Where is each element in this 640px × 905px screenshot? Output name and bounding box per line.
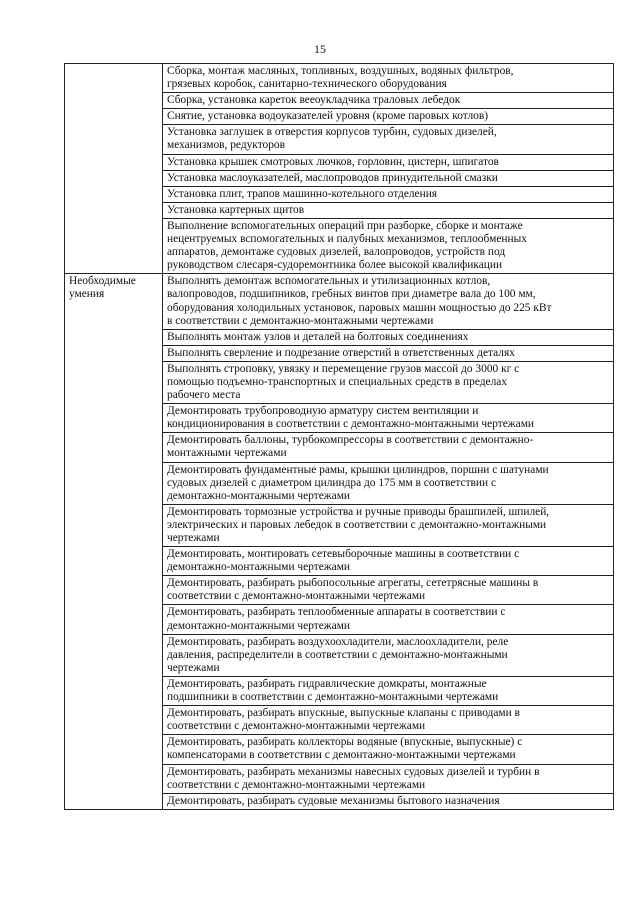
table-cell-text: Демонтировать, разбирать воздухоохладители, маслоохладители, реле давления, распределители в соответствии с демонтажно-монтажными чертежами	[163, 634, 614, 676]
table-cell-text: Демонтировать, монтировать сетевыборочные машины в соответствии с демонтажно-монтажными чертежами	[163, 547, 614, 576]
table-cell-text: Выполнять сверление и подрезание отверстий в ответственных деталях	[163, 345, 614, 361]
table-cell-text: Демонтировать, разбирать рыбопосольные агрегаты, сететрясные машины в соответствии с демонтажно-монтажными чертежами	[163, 576, 614, 605]
table-cell-text: Демонтировать, разбирать теплообменные аппараты в соответствии с демонтажно-монтажными чертежами	[163, 605, 614, 634]
table-cell-text: Выполнять строповку, увязку и перемещение грузов массой до 3000 кг с помощью подъемно-транспортных и специальных средств в пределах рабочего места	[163, 361, 614, 403]
table-cell-text: Демонтировать, разбирать механизмы навесных судовых дизелей и турбин в соответствии с демонтажно-монтажными чертежами	[163, 764, 614, 793]
table-cell-text: Демонтировать трубопроводную арматуру систем вентиляции и кондиционирования в соответствии с демонтажно-монтажными чертежами	[163, 404, 614, 433]
table-cell-text: Установка маслоуказателей, маслопроводов принудительной смазки	[163, 170, 614, 186]
section-label-skills: Необходимые умения	[65, 274, 163, 809]
table-cell-text: Демонтировать, разбирать коллекторы водяные (впускные, выпускные) с компенсаторами в соответствии с демонтажно-монтажными чертежами	[163, 735, 614, 764]
table-cell-text: Снятие, установка водоуказателей уровня (кроме паровых котлов)	[163, 109, 614, 125]
section-label-empty	[65, 64, 163, 274]
table-cell-text: Демонтировать баллоны, турбокомпрессоры в соответствии с демонтажно- монтажными чертежами	[163, 433, 614, 462]
table-cell-text: Установка плит, трапов машинно-котельного отделения	[163, 186, 614, 202]
table-cell-text: Сборка, монтаж масляных, топливных, воздушных, водяных фильтров, грязевых коробок, санитарно-технического оборудования	[163, 64, 614, 93]
table-cell-text: Демонтировать, разбирать впускные, выпускные клапаны с приводами в соответствии с демонтажно-монтажными чертежами	[163, 706, 614, 735]
table-row	[65, 64, 614, 93]
table-row	[65, 274, 614, 329]
table-cell-text: Установка заглушек в отверстия корпусов турбин, судовых дизелей, механизмов, редукторов	[163, 125, 614, 154]
table-cell-text: Сборка, установка кареток вееоукладчика траловых лебедок	[163, 93, 614, 109]
requirements-table-body	[65, 64, 614, 810]
page-number: 15	[314, 42, 326, 56]
table-cell-text: Демонтировать, разбирать гидравлические домкраты, монтажные подшипники в соответствии с демонтажно-монтажными чертежами	[163, 676, 614, 705]
table-cell-text: Демонтировать, разбирать судовые механизмы бытового назначения	[163, 793, 614, 809]
requirements-table	[64, 63, 614, 810]
table-cell-text: Демонтировать тормозные устройства и ручные приводы брашпилей, шпилей, электрических и паровых лебедок в соответствии с демонтажно-монтажными чертежами	[163, 504, 614, 546]
table-cell-text: Установка картерных щитов	[163, 202, 614, 218]
table-cell-text: Выполнять демонтаж вспомогательных и утилизационных котлов, валопроводов, подшипников, гребных винтов при диаметре вала до 100 мм, оборудования холодильных установок, паровых машин мощностью до 225 кВт в соответствии с демонтажно-монтажными чертежами	[163, 274, 614, 329]
table-cell-text: Установка крышек смотровых лючков, горловин, цистерн, шпигатов	[163, 154, 614, 170]
table-cell-text: Выполнять монтаж узлов и деталей на болтовых соединениях	[163, 329, 614, 345]
table-cell-text: Выполнение вспомогательных операций при разборке, сборке и монтаже нецентруемых вспомогательных и палубных механизмов, теплообменных аппаратов, демонтаже судовых дизелей, валопроводов, устройств под руководством слесаря-судоремонтника более высокой квалификации	[163, 218, 614, 273]
table-cell-text: Демонтировать фундаментные рамы, крышки цилиндров, поршни с шатунами судовых дизелей с диаметром цилиндра до 175 мм в соответствии с демонтажно-монтажными чертежами	[163, 462, 614, 504]
